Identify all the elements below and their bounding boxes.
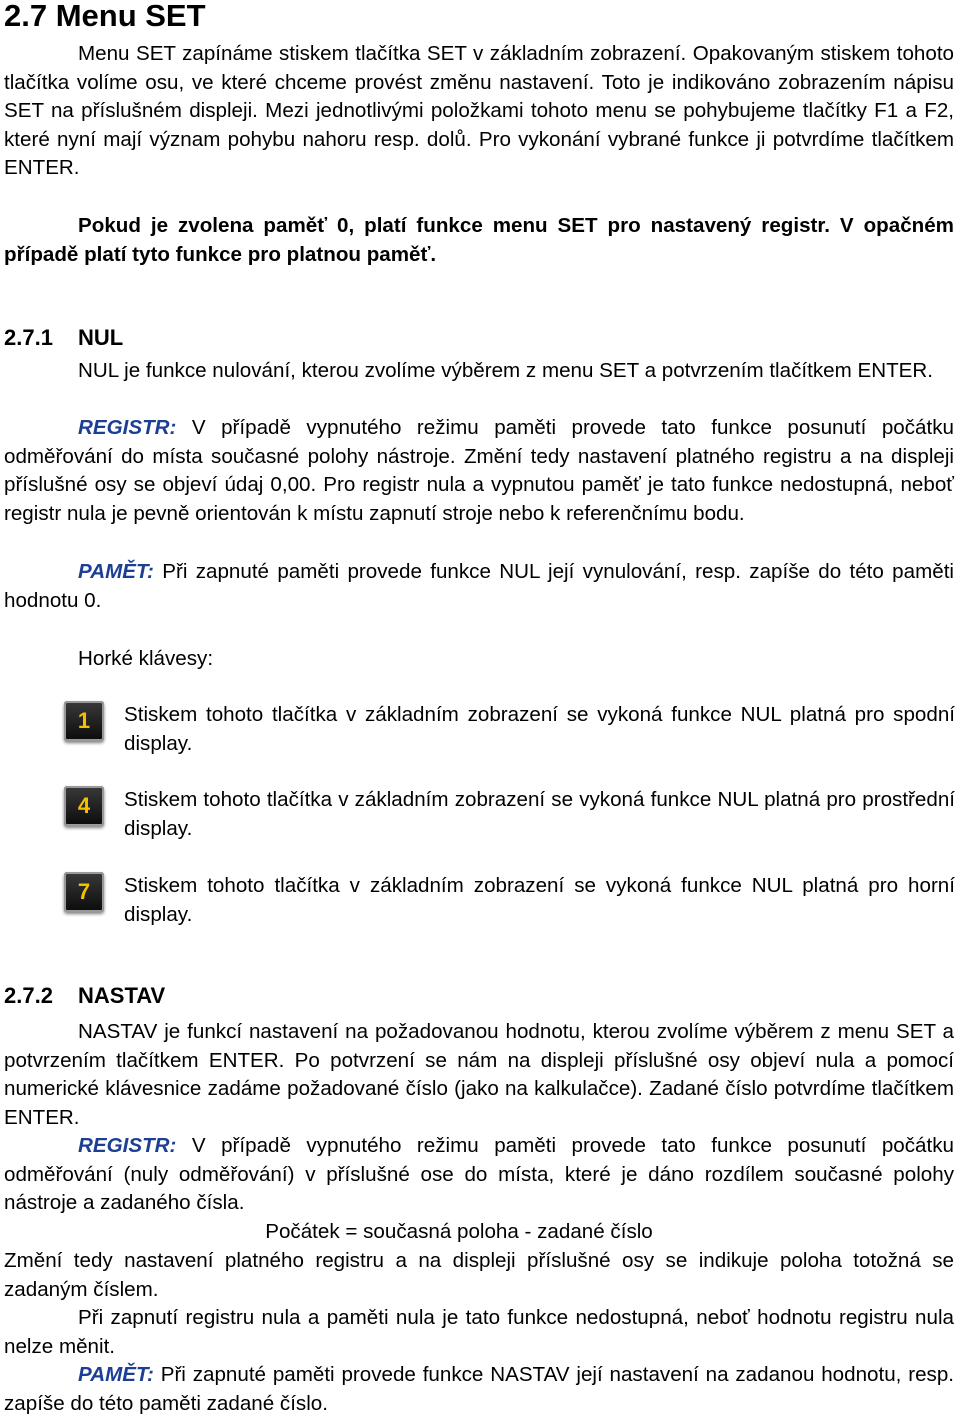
hotkey-4-description: Stiskem tohoto tlačítka v základním zobrazení se vykoná funkce NUL platná pro prostřední display. xyxy=(124,788,955,840)
intro-text: Menu SET zapínáme stiskem tlačítka SET v základním zobrazení. Opakovaným stiskem tohoto tlačítka volíme osu, ve které chceme provést změnu nastavení. Toto je indikováno zobrazením nápisu SET na příslušném displeji. Mezi jednotlivými položkami tohoto menu se pohybujeme tlačítky F1 a F2, které nyní mají význam pohybu nahoru resp. dolů. Pro vykonání vybrané funkce ji potvrdíme tlačítkem ENTER. xyxy=(4,42,954,180)
nastav-registr-keyword: REGISTR: xyxy=(78,1134,177,1157)
nastav-pamet-text: Při zapnuté paměti provede funkce NASTAV její nastavení na zadanou hodnotu, resp. zapíše do této paměti zadané číslo. xyxy=(4,1363,954,1415)
section-title: 2.7 Menu SET xyxy=(4,0,206,33)
key-1-digit: 1 xyxy=(77,708,91,733)
hotkeys-label: Horké klávesy: xyxy=(78,647,214,670)
key-7-icon xyxy=(64,872,104,912)
nastav-unavailable-text: Při zapnutí registru nula a paměti nula je tato funkce nedostupná, neboť hodnotu registru nula nelze měnit. xyxy=(4,1306,954,1358)
nastav-description-text: NASTAV je funkcí nastavení na požadovanou hodnotu, kterou zvolíme výběrem z menu SET a potvrzením tlačítkem ENTER. Po potvrzení se nám na displeji příslušné osy objeví nula a pomocí numerické klávesnice zadáme požadované číslo (jako na kalkulačce). Zadané číslo potvrdíme tlačítkem ENTER. xyxy=(4,1020,954,1129)
hotkey-row-1 xyxy=(64,701,956,761)
memory-note-text: Pokud je zvolena paměť 0, platí funkce menu SET pro nastavený registr. V opačném případě platí tyto funkce pro platnou paměť. xyxy=(4,214,954,266)
nul-title: NUL xyxy=(78,325,124,350)
nastav-formula: Počátek = současná poloha - zadané číslo xyxy=(265,1220,653,1243)
intro-paragraph xyxy=(4,40,954,183)
nul-description xyxy=(4,357,954,386)
pamet-keyword: PAMĚT: xyxy=(78,560,154,583)
nul-number: 2.7.1 xyxy=(4,325,53,350)
registr-keyword: REGISTR: xyxy=(78,416,177,439)
key-7-digit: 7 xyxy=(77,879,91,904)
hotkey-1-description: Stiskem tohoto tlačítka v základním zobrazení se vykoná funkce NUL platná pro spodní display. xyxy=(124,703,955,755)
nastav-pamet-keyword: PAMĚT: xyxy=(78,1363,154,1386)
memory-note xyxy=(4,212,954,269)
key-4-digit: 4 xyxy=(77,793,91,818)
nul-pamet-paragraph xyxy=(4,558,954,615)
hotkey-7-description: Stiskem tohoto tlačítka v základním zobrazení se vykoná funkce NUL platná pro horní display. xyxy=(124,874,955,926)
nastav-result-text: Změní tedy nastavení platného registru a na displeji příslušné osy se indikuje poloha totožná se zadaným číslem. xyxy=(4,1249,954,1301)
hotkey-row-7 xyxy=(64,872,956,932)
nul-pamet-text: Při zapnuté paměti provede funkce NUL její vynulování, resp. zapíše do této paměti hodnotu 0. xyxy=(4,560,954,612)
nastav-unavailable-paragraph xyxy=(4,1304,954,1361)
nastav-description xyxy=(4,1018,954,1132)
nastav-heading xyxy=(4,983,165,1009)
hotkey-row-4 xyxy=(64,786,956,846)
nastav-result-paragraph xyxy=(4,1247,954,1304)
nastav-title: NASTAV xyxy=(78,983,166,1008)
nul-registr-text: V případě vypnutého režimu paměti provede tato funkce posunutí počátku odměřování do místa současné polohy nástroje. Změní tedy nastavení platného registru a na displeji příslušné osy se objeví údaj 0,00. Pro registr nula a vypnutou paměť je tato funkce nedostupná, neboť registr nula je pevně orientován k místu zapnutí stroje nebo k referenčnímu bodu. xyxy=(4,416,954,525)
key-4-icon xyxy=(64,786,104,826)
nul-registr-paragraph xyxy=(4,414,954,528)
nastav-registr-paragraph xyxy=(4,1132,954,1218)
nastav-number: 2.7.2 xyxy=(4,983,53,1008)
nastav-registr-text: V případě vypnutého režimu paměti provede tato funkce posunutí počátku odměřování (nuly odměřování) v příslušné ose do místa, které je dáno rozdílem současné polohy nástroje a zadaného čísla. xyxy=(4,1134,954,1215)
key-1-icon xyxy=(64,701,104,741)
nul-heading xyxy=(4,325,123,351)
nastav-pamet-paragraph xyxy=(4,1361,954,1418)
nul-description-text: NUL je funkce nulování, kterou zvolíme výběrem z menu SET a potvrzením tlačítkem ENTER. xyxy=(78,359,933,382)
